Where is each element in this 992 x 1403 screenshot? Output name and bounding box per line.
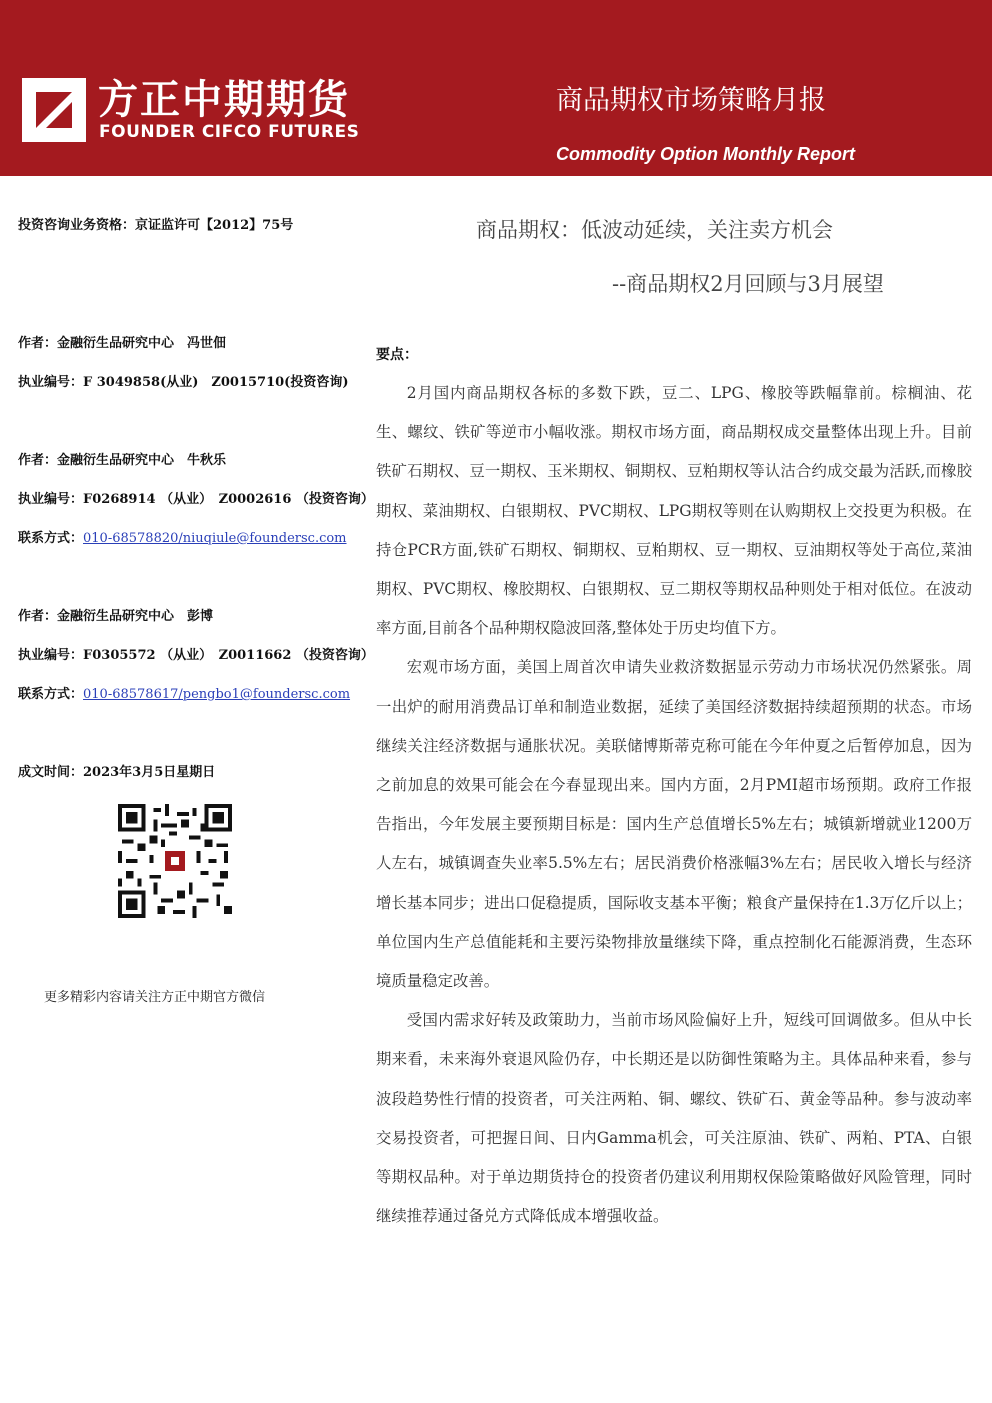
qr-caption: 更多精彩内容请关注方正中期官方微信: [44, 990, 266, 1005]
key-points-body: [376, 374, 972, 1236]
report-subtitle: --商品期权2月回顾与3月展望: [612, 272, 884, 296]
paragraph-market-review: 2月国内商品期权各标的多数下跌，豆二、LPG、橡胶等跌幅靠前。棕榈油、花生、螺纹、铁矿等逆市小幅收涨。期权市场方面，商品期权成交量整体出现上升。目前铁矿石期权、豆一期权、玉米期权、铜期权、豆粕期权等认沽合约成交最为活跃,而橡胶期权、菜油期权、白银期权、PVC期权、LPG期权等则在认购期权上交投更为积极。在持仓PCR方面,铁矿石期权、铜期权、豆粕期权、豆一期权、豆油期权等处于高位,菜油期权、PVC期权、橡胶期权、白银期权、豆二期权等期权品种则处于相对低位。在波动率方面,目前各个品种期权隐波回落,整体处于历史均值下方。: [376, 384, 972, 638]
key-points-label: 要点：: [376, 347, 418, 363]
author-2-license: 执业编号：F0268914 （从业） Z0002616 （投资咨询）: [18, 492, 374, 507]
report-title-english: Commodity Option Monthly Report: [556, 144, 855, 164]
paragraph-macro: 宏观市场方面，美国上周首次申请失业救济数据显示劳动力市场状况仍然紧张。周一出炉的耐用消费品订单和制造业数据，延续了美国经济数据持续超预期的状态。市场继续关注经济数据与通胀状况。美联储博斯蒂克称可能在今年仲夏之后暂停加息，因为之前加息的效果可能会在今春显现出来。国内方面，2月PMI超市场预期。政府工作报告指出，今年发展主要预期目标是：国内生产总值增长5%左右；城镇新增就业1200万人左右，城镇调查失业率5.5%左右；居民消费价格涨幅3%左右；居民收入增长与经济增长基本同步；进出口促稳提质，国际收支基本平衡；粮食产量保持在1.3万亿斤以上；单位国内生产总值能耗和主要污染物排放量继续下降，重点控制化石能源消费，生态环境质量稳定改善。: [376, 658, 972, 991]
author-3-line: 作者：金融衍生品研究中心 彭博: [18, 609, 214, 624]
date-line: 成文时间：2023年3月5日星期日: [18, 765, 216, 780]
wechat-qr-code-icon[interactable]: [118, 804, 232, 918]
founder-logo-icon: [22, 78, 86, 142]
qualification-line: 投资咨询业务资格：京证监许可【2012】75号: [18, 218, 294, 233]
logo-chinese-name: 方正中期期货: [98, 77, 350, 123]
logo-english-name: FOUNDER CIFCO FUTURES: [99, 122, 360, 142]
author-3-contact-link[interactable]: 010-68578617/pengbo1@foundersc.com: [83, 687, 351, 702]
author-2-line: 作者：金融衍生品研究中心 牛秋乐: [18, 453, 227, 468]
paragraph-strategy: 受国内需求好转及政策助力，当前市场风险偏好上升，短线可回调做多。但从中长期来看，未来海外衰退风险仍存，中长期还是以防御性策略为主。具体品种来看，参与波段趋势性行情的投资者，可关注两粕、铜、螺纹、铁矿石、黄金等品种。参与波动率交易投资者，可把握日间、日内Gamma机会，可关注原油、铁矿、两粕、PTA、白银等期权品种。对于单边期货持仓的投资者仍建议利用期权保险策略做好风险管理，同时继续推荐通过备兑方式降低成本增强收益。: [376, 1011, 972, 1226]
author-1-line: 作者：金融衍生品研究中心 冯世佃: [18, 336, 227, 351]
author-2-contact-link[interactable]: 010-68578820/niuqiule@foundersc.com: [83, 531, 347, 546]
contact-label: 联系方式：: [18, 531, 84, 546]
report-main-title: 商品期权：低波动延续，关注卖方机会: [476, 218, 833, 242]
author-2-contact: [18, 527, 347, 546]
report-title-chinese: 商品期权市场策略月报: [556, 85, 826, 116]
contact-label: 联系方式：: [18, 687, 84, 702]
author-3-license: 执业编号：F0305572 （从业） Z0011662 （投资咨询）: [18, 648, 374, 663]
author-3-contact: [18, 683, 350, 702]
author-1-license: 执业编号：F 3049858(从业) Z0015710(投资咨询): [18, 375, 349, 390]
report-header: [0, 0, 992, 176]
